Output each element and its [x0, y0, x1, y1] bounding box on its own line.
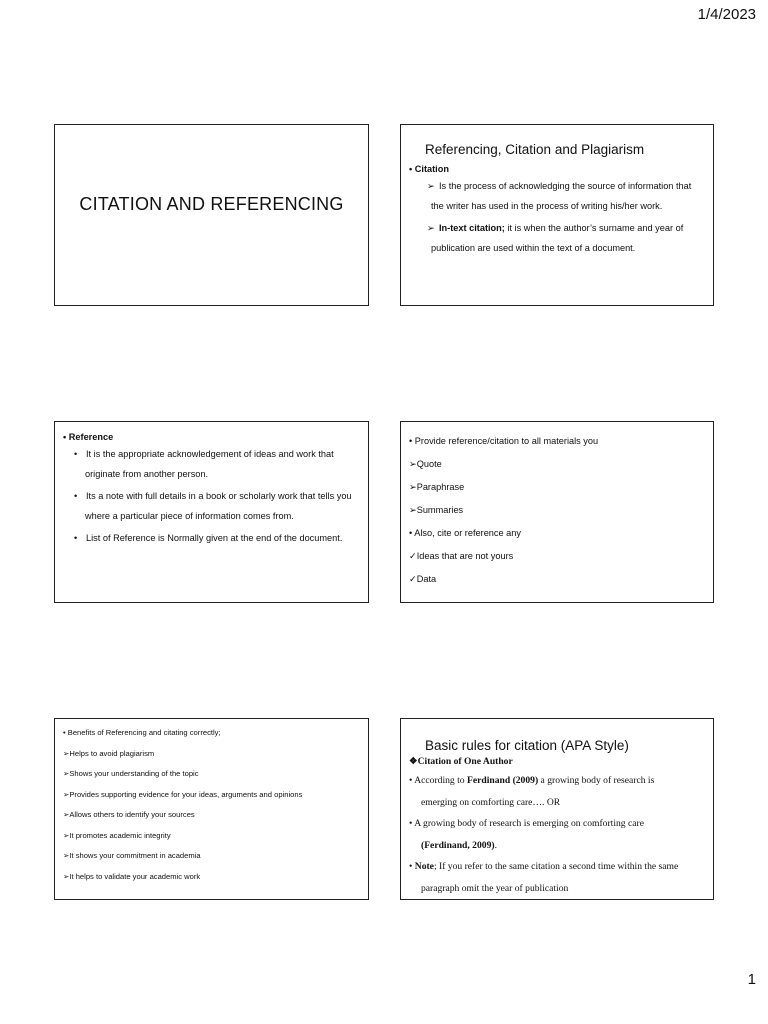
list-item: • List of Reference is Normally given at the end of the document.	[63, 529, 362, 549]
slide-title: Referencing, Citation and Plagiarism	[425, 142, 645, 157]
paragraph-line: • A growing body of research is emerging on comforting care	[409, 818, 644, 829]
slide-5	[54, 718, 369, 900]
list-item-continuation: publication are used within the text of a document.	[431, 242, 636, 253]
list-item: ➢Helps to avoid plagiarism	[63, 748, 155, 758]
list-item-continuation: where a particular piece of information comes from.	[85, 510, 294, 521]
page-number: 1	[747, 971, 756, 988]
list-item: • Also, cite or reference any	[409, 528, 521, 538]
list-item: ➢It helps to validate your academic work	[63, 871, 201, 881]
list-item-continuation: originate from another person.	[85, 468, 209, 479]
slide-3	[54, 421, 369, 603]
slide-4	[400, 421, 714, 603]
slide-body	[63, 723, 362, 887]
list-item: ➢Summaries	[409, 505, 464, 515]
list-item: ✓Data	[409, 574, 437, 584]
list-item-continuation: the writer has used in the process of writing his/her work.	[431, 200, 663, 211]
list-item: ➢ Is the process of acknowledging the source of information that	[409, 177, 707, 197]
list-item: • Benefits of Referencing and citating correctly;	[63, 728, 221, 737]
list-item: ➢Shows your understanding of the topic	[63, 769, 199, 778]
slide-6	[400, 718, 714, 900]
bullet-icon: •	[74, 533, 78, 543]
list-item: ➢It shows your commitment in academia	[63, 851, 201, 860]
date-header: 1/4/2023	[697, 6, 756, 23]
paragraph-line: (Ferdinand, 2009).	[421, 839, 497, 851]
paragraph-line: emerging on comforting care…. OR	[421, 796, 561, 808]
slide-title: Basic rules for citation (APA Style)	[425, 738, 629, 753]
list-item: ➢Quote	[409, 459, 442, 469]
list-item: ✓Ideas that are not yours	[409, 551, 514, 561]
slide-body	[409, 161, 707, 258]
slide-title: CITATION AND REFERENCING	[79, 194, 344, 214]
bullet-icon: •	[74, 491, 78, 501]
bullet-icon: •	[74, 449, 78, 459]
paragraph-line: • According to Ferdinand (2009) a growing body of research is	[409, 775, 655, 786]
slide-2	[400, 124, 714, 306]
list-item: • Its a note with full details in a book or scholarly work that tells you	[63, 487, 362, 507]
arrow-bullet-icon: ➢	[427, 181, 435, 191]
list-item: • It is the appropriate acknowledgement of ideas and work that	[63, 445, 362, 465]
section-heading: ❖Citation of One Author	[409, 756, 513, 767]
bullet-heading: • Citation	[409, 164, 449, 174]
list-item: ➢Paraphrase	[409, 482, 465, 492]
paragraph-line: • Note; If you refer to the same citation a second time within the same	[409, 861, 679, 872]
list-item: • Provide reference/citation to all materials you	[409, 436, 599, 446]
list-item: ➢Provides supporting evidence for your ideas, arguments and opinions	[63, 789, 303, 799]
bullet-heading: • Reference	[63, 432, 114, 442]
slide-body	[63, 429, 362, 549]
arrow-bullet-icon: ➢	[427, 223, 435, 233]
list-item: ➢ In-text citation; it is when the author’s surname and year of	[409, 219, 707, 239]
slide-body	[409, 754, 707, 899]
list-item: ➢Allows others to identify your sources	[63, 810, 195, 819]
slide-1	[54, 124, 369, 306]
paragraph-line: paragraph omit the year of publication	[421, 882, 569, 894]
slide-body	[409, 430, 707, 591]
list-item: ➢It promotes academic integrity	[63, 830, 171, 840]
